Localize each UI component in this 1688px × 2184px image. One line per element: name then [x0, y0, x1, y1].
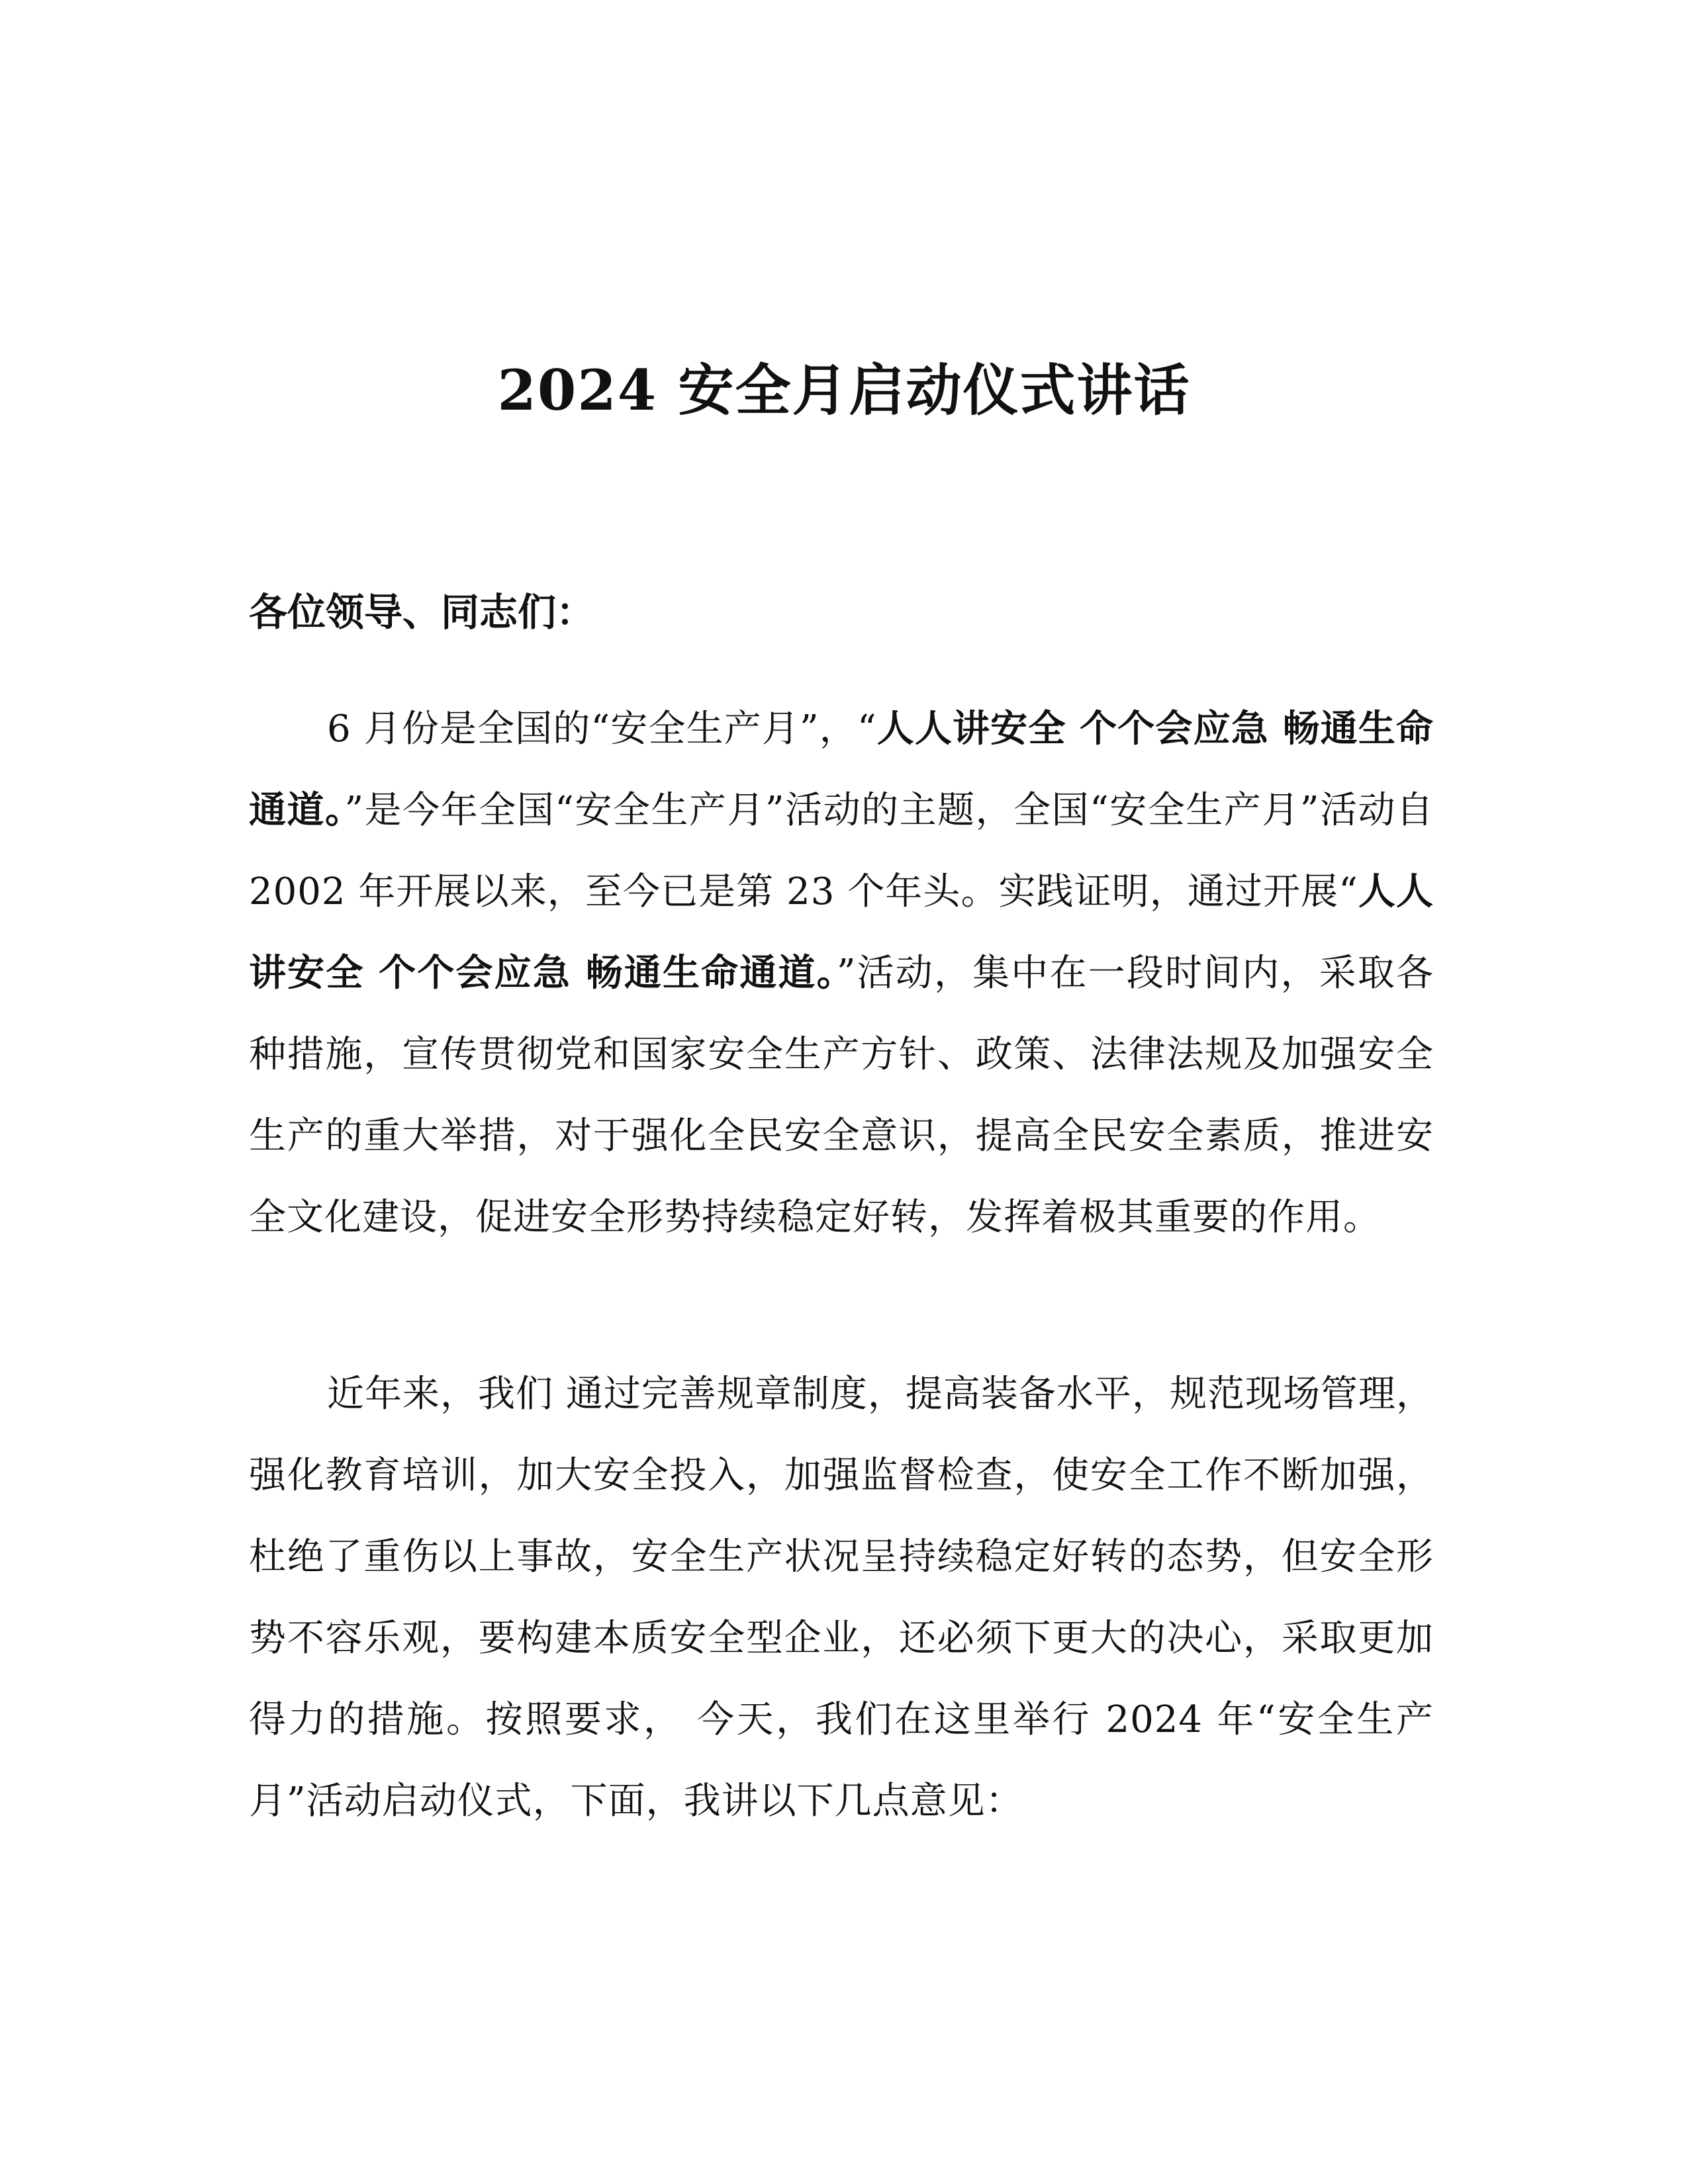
- paragraph-2: 近年来，我们 通过完善规章制度，提高装备水平，规范现场管理，强化教育培训，加大安全投入，加强监督检查，使安全工作不断加强，杜绝了重伤以上事故，安全生产状况呈持续稳定好转的态势，但安全形势不容乐观，要构建本质安全型企业，还必须下更大的决心，采取更加得力的措施。按照要求， 今天，我们在这里举行 2024 年“安全生产月”活动启动仪式，下面，我讲以下几点意见：: [249, 1373, 1434, 1823]
- paragraph-1: [249, 688, 1434, 1258]
- paragraph-1-text-a: 6 月份是全国的“安全生产月”，“: [327, 707, 877, 751]
- document-title: 2024 安全月启动仪式讲话: [497, 357, 1191, 423]
- paragraph-1-text-b: ”是今年全国“安全生产月”活动的主题，全国“安全生产月”活动自 2002 年开展以来，至今已是第 23 个年头。实践证明，通过开展“: [249, 789, 1434, 913]
- salutation: 各位领导、同志们：: [249, 590, 595, 635]
- theme-slogan: 人人讲安全 个个会应急 畅通生命通道。: [249, 870, 1434, 995]
- theme-slogan: 人人讲安全 个个会应急 畅通生命通道。: [249, 707, 1434, 832]
- paragraph-1-text-c: ”活动，集中在一段时间内，采取各种措施，宣传贯彻党和国家安全生产方针、政策、法律法规及加强安全生产的重大举措，对于强化全民安全意识，提高全民安全素质，推进安全文化建设，促进安全形势持续稳定好转，发挥着极其重要的作用。: [249, 952, 1434, 1239]
